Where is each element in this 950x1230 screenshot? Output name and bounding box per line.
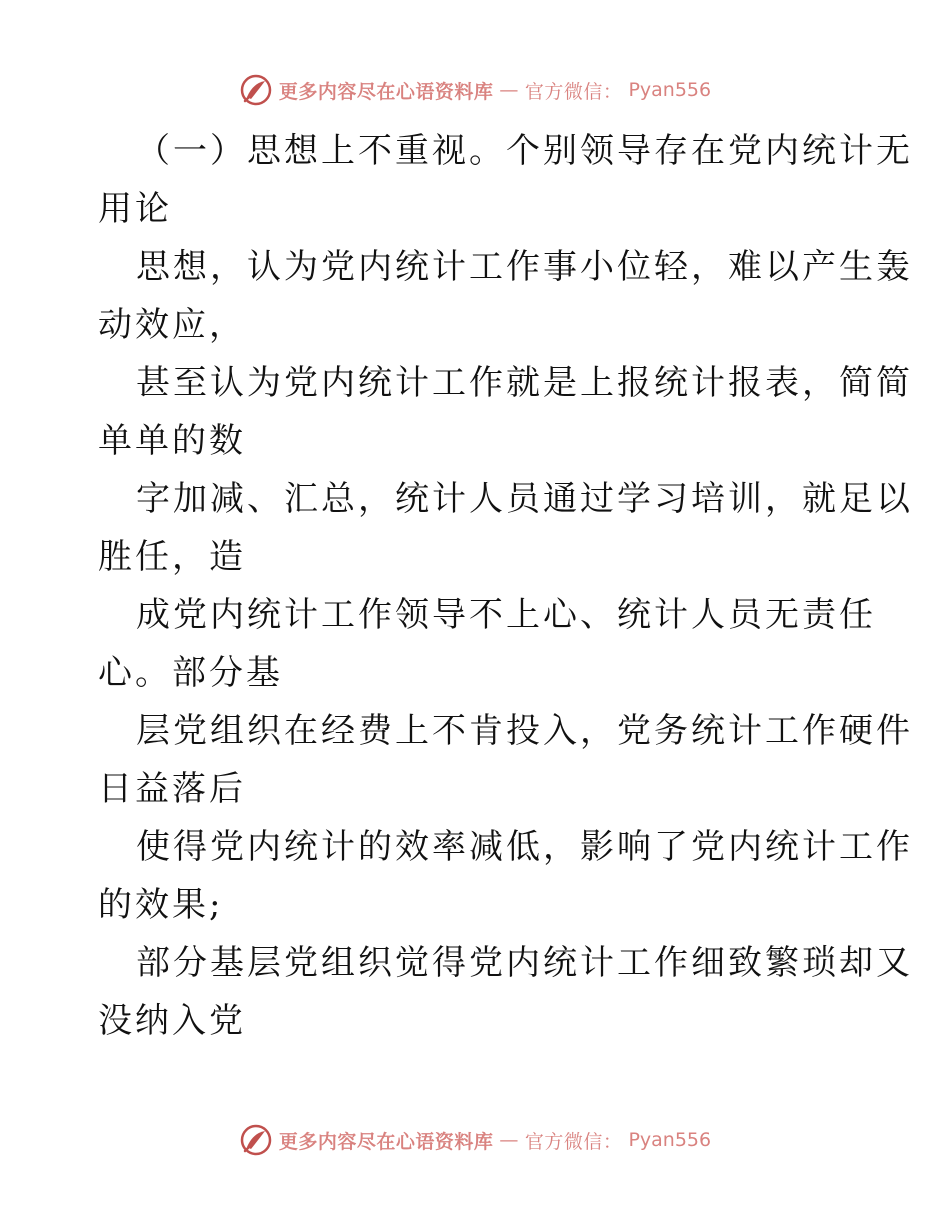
body-line: 胜任，造 <box>98 537 246 577</box>
header-id-text: Pyan556 <box>628 79 712 101</box>
body-line: 思想，认为党内统计工作事小位轻，难以产生轰 <box>136 247 913 287</box>
header-sub-text: 官方微信： <box>524 80 623 103</box>
header-banner-inner <box>239 73 711 107</box>
body-line: 用论 <box>98 189 172 229</box>
body-line: 日益落后 <box>98 769 246 809</box>
footer-sub-text: 官方微信： <box>524 1130 623 1153</box>
footer-id-text: Pyan556 <box>628 1129 712 1151</box>
body-line: 使得党内统计的效率减低，影响了党内统计工作 <box>136 827 913 867</box>
body-line: 部分基层党组织觉得党内统计工作细致繁琐却又 <box>136 943 913 983</box>
body-line: 没纳入党 <box>98 1001 246 1041</box>
body-line: 动效应， <box>98 305 246 345</box>
document-body <box>98 122 913 1050</box>
body-line: 成党内统计工作领导不上心、统计人员无责任 <box>136 595 876 635</box>
pen-logo-icon <box>239 73 273 107</box>
header-banner <box>0 70 950 110</box>
body-line: 字加减、汇总，统计人员通过学习培训，就足以 <box>136 479 913 519</box>
footer-banner <box>0 1120 950 1160</box>
header-main-text: 更多内容尽在心语资料库 <box>278 80 494 103</box>
body-line: （一）思想上不重视。个别领导存在党内统计无 <box>136 131 913 171</box>
body-line: 的效果; <box>98 885 224 925</box>
pen-logo-icon <box>239 1123 273 1157</box>
body-line: 甚至认为党内统计工作就是上报统计报表，简简 <box>136 363 913 403</box>
footer-main-text: 更多内容尽在心语资料库 <box>278 1130 494 1153</box>
body-line: 单单的数 <box>98 421 246 461</box>
body-line: 心。部分基 <box>98 653 283 693</box>
body-line: 层党组织在经费上不肯投入，党务统计工作硬件 <box>136 711 913 751</box>
header-dash: — <box>499 79 519 101</box>
footer-banner-inner <box>239 1123 711 1157</box>
footer-dash: — <box>499 1129 519 1151</box>
